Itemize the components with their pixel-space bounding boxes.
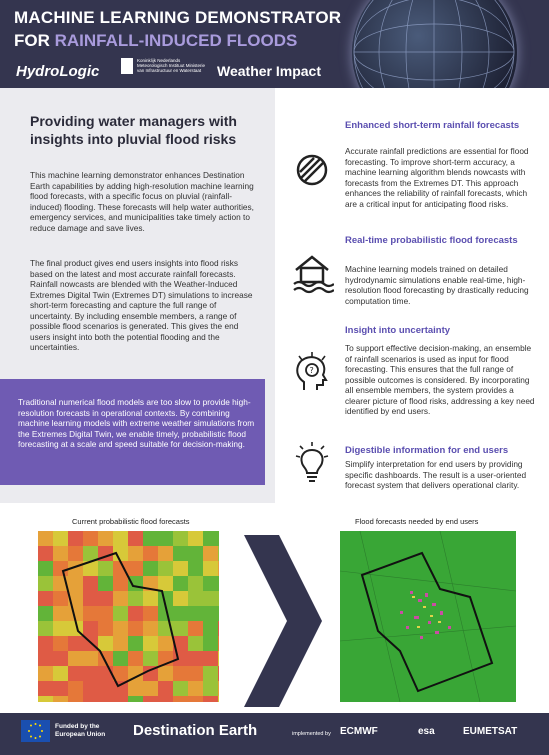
poster-subtitle: FOR RAINFALL-INDUCED FLOODS xyxy=(14,31,298,50)
product-paragraph: The final product gives end users insights into flood risks based on the latest and most accurate rainfall forecasts. Rainfall nowcasts are blended with the Weather-Induced Extremes Digital Twin (Extremes DT) simulations to increase short-term forecasting and capture the full range of uncertainty. By including ensemble members, a range of possible flood scenarios is generated. This gives the end users insight into both the potential flooding and the uncertainties. xyxy=(30,258,253,352)
lightbulb-icon xyxy=(290,440,334,484)
feature-body-rainfall: Accurate rainfall predictions are essential for flood forecasting. To improve short-term accuracy, a machine learning algorithm blends nowcasts with forecasts from the Extremes DT. This approach enhances the reliability of rainfall forecasts, which are a critical input for anticipating flood risks. xyxy=(345,146,529,209)
rain-ball-icon xyxy=(290,148,334,192)
needed-forecast-map xyxy=(340,531,516,702)
knmi-logo-text: Koninklijk Nederlands Meteorologisch Instituut Ministerie van Infrastructuur en Waterstaat xyxy=(137,58,206,73)
svg-text:?: ? xyxy=(309,366,314,375)
eu-flag-icon xyxy=(21,720,50,742)
esa-logo: esa xyxy=(418,726,435,737)
flooded-house-icon xyxy=(290,250,334,294)
knmi-crest-icon xyxy=(121,58,133,74)
feature-title-digestible: Digestible information for end users xyxy=(345,445,509,456)
ecmwf-logo: ECMWF xyxy=(340,726,378,737)
feature-body-uncertainty: To support effective decision-making, an ensemble of rainfall scenarios is used as input for flood forecasting. This ensures that the full range of possible outcomes is considered. By incorporating all ensemble members, the system provides a clearer picture of flood risks, addressing a key need identified by end users. xyxy=(345,343,535,416)
eumetsat-logo: EUMETSAT xyxy=(463,726,518,737)
feature-body-digestible: Simplify interpretation for end users by providing specific dashboards. The result is a user-oriented forecast system that delivers operational clarity. xyxy=(345,459,527,490)
header-banner xyxy=(0,0,549,88)
head-question-icon xyxy=(290,350,334,394)
globe-graphic xyxy=(352,0,517,88)
weather-impact-logo: Weather Impact xyxy=(217,63,321,79)
current-forecast-map xyxy=(38,531,219,702)
feature-title-realtime: Real-time probabilistic flood forecasts xyxy=(345,235,518,246)
highlight-box xyxy=(0,379,265,485)
funded-by-eu-text: Funded by the European Union xyxy=(55,723,106,738)
right-map-caption: Flood forecasts needed by end users xyxy=(355,517,479,526)
feature-title-uncertainty: Insight into uncertainty xyxy=(345,325,451,336)
intro-paragraph: This machine learning demonstrator enhances Destination Earth capabilities by adding high-resolution machine learning flood forecasts, with a specific focus on pluvial (rainfall-induced) flooding. These forecasts will help water authorities, emergency services, and municipalities take timely action to reduce damage and save lives. xyxy=(30,170,254,233)
feature-body-realtime: Machine learning models trained on detailed hydrodynamic simulations enable real-time, high-resolution flood forecasting by drastically reducing computation time. xyxy=(345,264,529,306)
destination-earth-logo: Destination Earth xyxy=(133,722,258,739)
arrow-chevron-icon xyxy=(244,535,322,707)
section-heading: Providing water managers with insights into pluvial flood risks xyxy=(30,113,237,147)
implemented-by-text: implemented by xyxy=(292,731,331,737)
poster-title: MACHINE LEARNING DEMONSTRATOR xyxy=(14,8,342,27)
highlight-text: Traditional numerical flood models are too slow to provide high-resolution forecasts in operational contexts. By combining machine learning models with extreme weather simulations from the Extremes Digital Twin, we enable timely, probabilistic flood forecasting at a scale and speed suitable for decision-making. xyxy=(18,397,255,449)
left-map-caption: Current probabilistic flood forecasts xyxy=(72,517,190,526)
hydrologic-logo: HydroLogic xyxy=(16,63,100,80)
feature-title-rainfall: Enhanced short-term rainfall forecasts xyxy=(345,120,520,131)
